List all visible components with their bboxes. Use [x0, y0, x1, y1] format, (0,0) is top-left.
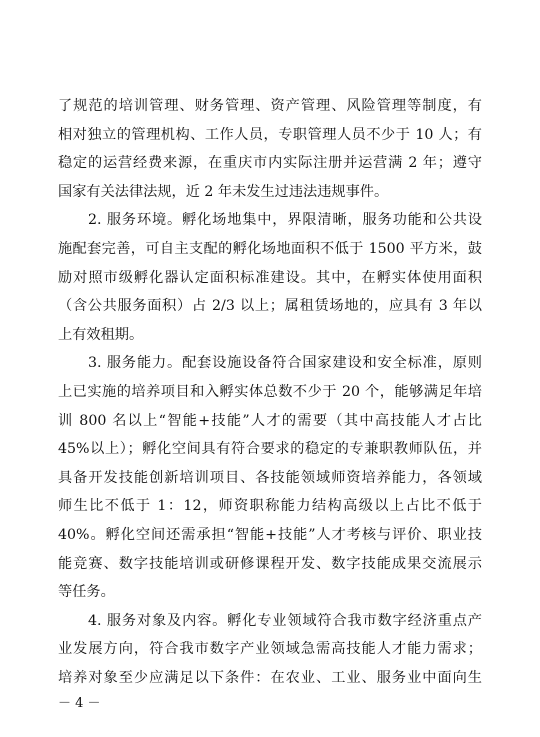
text-line: 施配套完善，可自主支配的孵化场地面积不低于 1500 平方米，鼓	[58, 240, 482, 257]
text-line: 业发展方向，符合我市数字产业领域急需高技能人才能力需求；	[58, 641, 482, 658]
text-line: 45%以上）；孵化空间具有符合要求的稳定的专兼职教师队伍，并	[58, 441, 482, 458]
text-line: 能竞赛、数字技能培训或研修课程开发、数字技能成果交流展示	[58, 555, 482, 572]
text-line: （含公共服务面积）占 2/3 以上；属租赁场地的，应具有 3 年以	[58, 298, 482, 315]
text-line: 训 800 名以上“智能+技能”人才的需要（其中高技能人才占比	[58, 412, 482, 429]
text-line: 具备开发技能创新培训项目、各技能领域师资培养能力，各领域	[58, 469, 482, 486]
text-line: 培养对象至少应满足以下条件：在农业、工业、服务业中面向生	[58, 669, 482, 686]
body-text	[58, 92, 482, 692]
text-line: 相对独立的管理机构、工作人员，专职管理人员不少于 10 人；有	[58, 126, 482, 143]
text-line: 40%。孵化空间还需承担“智能+技能”人才考核与评价、职业技	[58, 526, 482, 543]
text-line: 上已实施的培养项目和入孵实体总数不少于 20 个，能够满足年培	[58, 383, 482, 400]
paragraph-heading-line: 2. 服务环境。孵化场地集中，界限清晰，服务功能和公共设	[88, 212, 482, 229]
page-number: － 4 －	[58, 696, 101, 711]
paragraph-heading-line: 4. 服务对象及内容。孵化专业领域符合我市数字经济重点产	[88, 612, 482, 629]
text-line: 励对照市级孵化器认定面积标准建设。其中，在孵实体使用面积	[58, 269, 482, 286]
text-line: 稳定的运营经费来源，在重庆市内实际注册并运营满 2 年；遵守	[58, 155, 482, 172]
text-line: 等任务。	[58, 584, 115, 601]
text-line: 了规范的培训管理、财务管理、资产管理、风险管理等制度，有	[58, 98, 482, 114]
text-line: 国家有关法律法规，近 2 年未发生过违法违规事件。	[58, 183, 389, 200]
paragraph-heading-line: 3. 服务能力。配套设施设备符合国家建设和安全标准，原则	[88, 355, 482, 372]
text-line: 上有效租期。	[58, 326, 144, 343]
text-line: 师生比不低于 1：12，师资职称能力结构高级以上占比不低于	[58, 498, 482, 515]
